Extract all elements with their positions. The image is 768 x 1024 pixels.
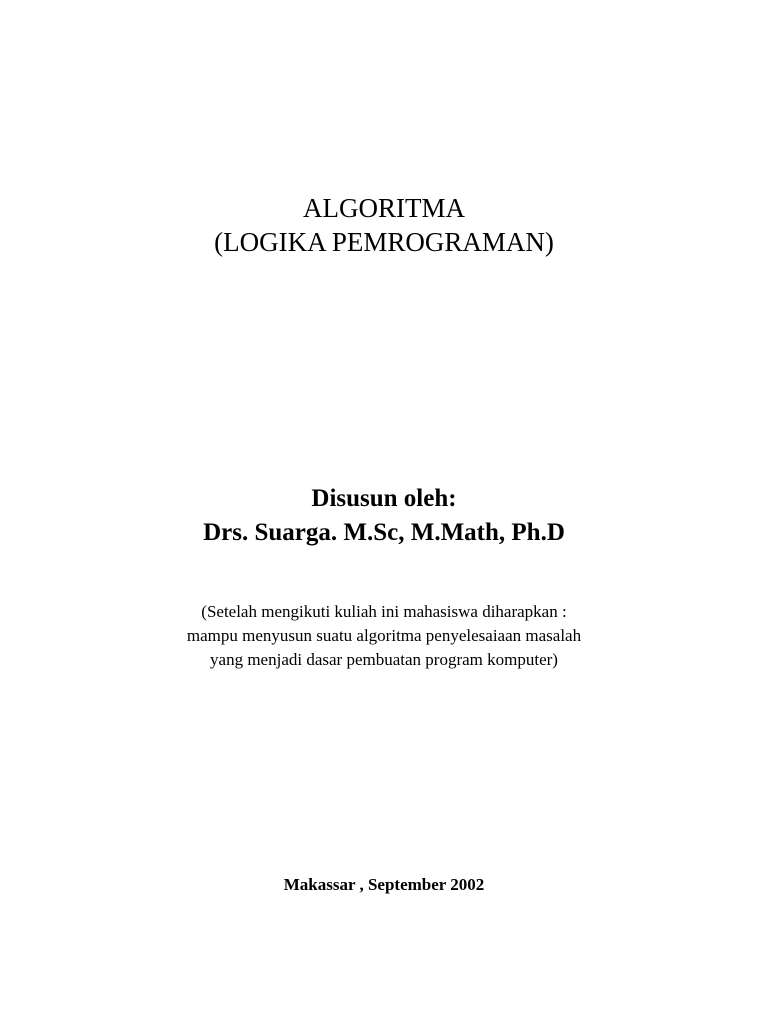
author-label: Disusun oleh: [311,485,457,512]
author-block [0,482,768,550]
author-name: Drs. Suarga. M.Sc, M.Math, Ph.D [203,519,565,546]
title-main: ALGORITMA [303,193,465,223]
note-line-3: yang menjadi dasar pembuatan program komputer) [210,650,558,669]
course-objective-note [0,600,768,672]
title-block [0,191,768,259]
note-line-2: mampu menyusun suatu algoritma penyelesaiaan masalah [186,626,582,645]
footer-block [0,873,768,897]
note-line-1: (Setelah mengikuti kuliah ini mahasiswa diharapkan : [201,602,567,621]
title-subtitle: (LOGIKA PEMROGRAMAN) [214,227,554,257]
place-and-date: Makassar , September 2002 [283,875,485,894]
